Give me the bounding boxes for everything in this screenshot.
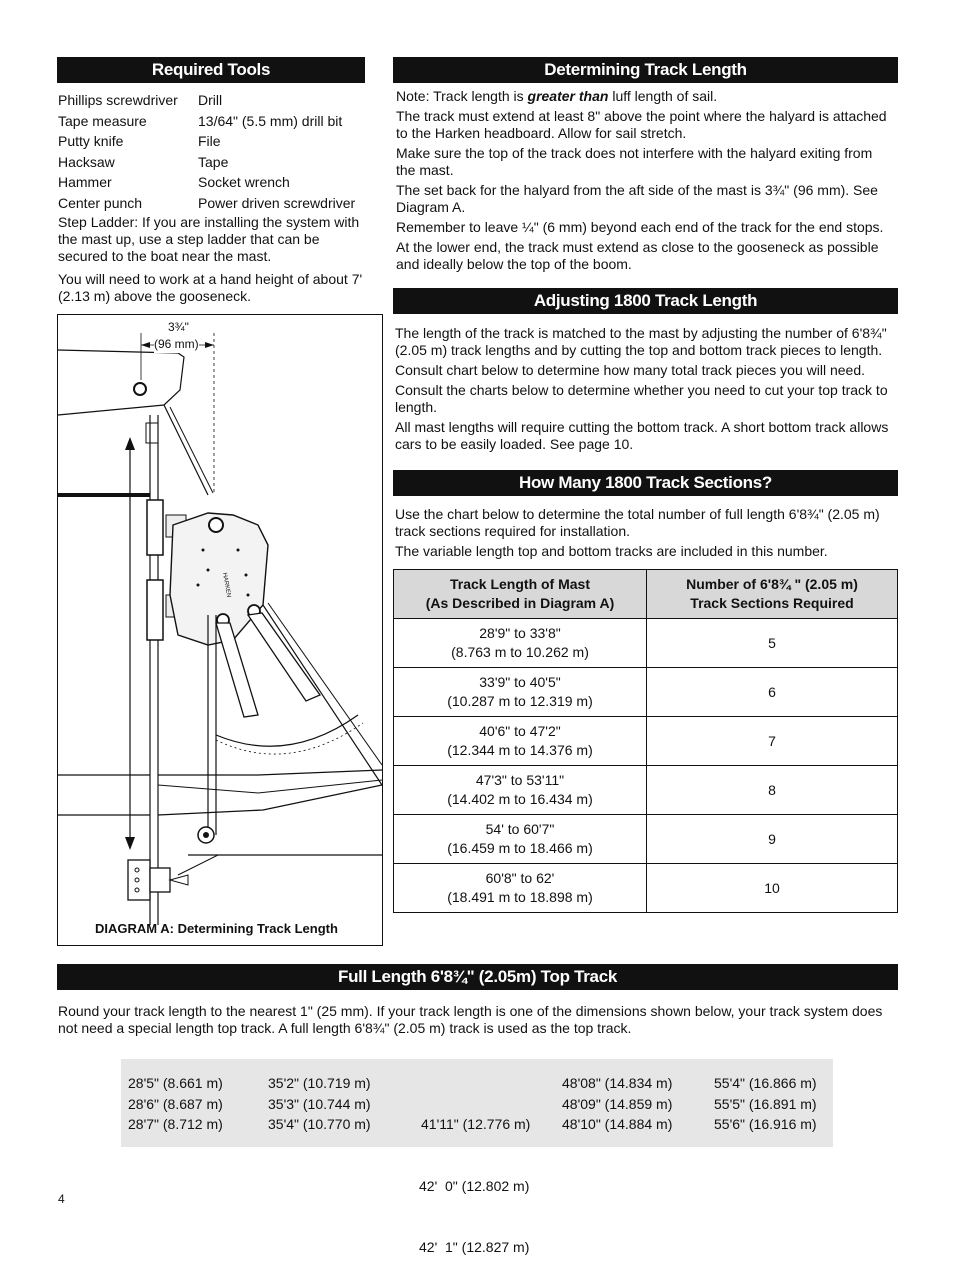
dimension-column-2 [268, 1073, 371, 1135]
mast-length-cell [394, 668, 647, 717]
dimension-value: 55'5" (16.891 m) [714, 1095, 817, 1112]
dimension-value: 42' 1" (12.827 m) [419, 1239, 530, 1255]
length-metric: (18.491 m to 18.898 m) [447, 889, 593, 905]
header-col2-line1: Number of 6'8¾ " (2.05 m) [686, 576, 858, 592]
dimension-value: 48'09" (14.859 m) [562, 1095, 673, 1112]
tool-row [58, 90, 355, 111]
mast-length-cell [394, 766, 647, 815]
section-count-cell: 6 [647, 668, 898, 717]
dimension-value: 35'3" (10.744 m) [268, 1095, 371, 1112]
dimension-value: 42' 0" (12.802 m) [419, 1177, 530, 1194]
length-imperial: 60'8" to 62' [485, 870, 555, 886]
dimension-value: 28'5" (8.661 m) [128, 1075, 223, 1091]
mast-length-cell [394, 864, 647, 913]
diagram-dim-metric: (96 mm) [154, 337, 199, 351]
length-imperial: 47'3" to 53'11" [475, 772, 565, 788]
step-ladder-paragraph: Step Ladder: If you are installing the system with the mast up, use a step ladder that can be secured to the boat near the mast. [58, 214, 360, 264]
length-metric: (14.402 m to 16.434 m) [447, 791, 593, 807]
mast-length-cell [394, 717, 647, 766]
tool-name: Phillips screwdriver [58, 92, 178, 108]
svg-text:HARKEN: HARKEN [221, 572, 232, 598]
tool-name: Power driven screwdriver [198, 194, 356, 211]
section-count-cell: 10 [647, 864, 898, 913]
sections-p2: The variable length top and bottom tracks are included in this number. [395, 543, 828, 559]
diagram-a-illustration [58, 315, 382, 945]
dimension-value: 48'08" (14.834 m) [562, 1075, 673, 1091]
section-count-cell: 8 [647, 766, 898, 815]
note-suffix: luff length of sail. [608, 88, 718, 104]
table-row [394, 766, 898, 815]
work-height-paragraph: You will need to work at a hand height of about 7' (2.13 m) above the gooseneck. [58, 271, 363, 304]
tool-name: Center punch [58, 194, 143, 211]
dimension-value: 55'4" (16.866 m) [714, 1075, 817, 1091]
sections-text [395, 506, 895, 563]
section-count-cell: 5 [647, 619, 898, 668]
tool-name: Putty knife [58, 133, 124, 149]
diagram-a [57, 314, 383, 946]
header-col1-line1: Track Length of Mast [449, 576, 591, 592]
table-header-row [394, 570, 898, 619]
note-emphasis: greater than [527, 88, 609, 104]
step-ladder-text [58, 214, 368, 308]
section-count-cell: 9 [647, 815, 898, 864]
length-metric: (16.459 m to 18.466 m) [447, 840, 593, 856]
length-imperial: 33'9" to 40'5" [479, 674, 561, 690]
determining-p1: The track must extend at least 8" above the point where the halyard is attached to the Harken headboard. Allow for sail stretch. [396, 108, 887, 141]
adjusting-p1: The length of the track is matched to the mast by adjusting the number of 6'8¾" (2.05 m) track lengths and by cutting the top and bottom track pieces to length. [395, 325, 887, 358]
full-length-text: Round your track length to the nearest 1" (25 mm). If your track length is one of the dimensions shown below, your track system does not need a special length top track. A full length 6'8¾" (2.05 m) track is used as the top track. [58, 1003, 883, 1036]
tool-name: Hammer [58, 174, 112, 190]
required-tools-heading: Required Tools [57, 57, 365, 83]
table-row [394, 668, 898, 717]
table-row [394, 717, 898, 766]
note-paragraph [396, 88, 894, 105]
dimension-value: 28'7" (8.712 m) [128, 1116, 223, 1132]
tool-name: Hacksaw [58, 153, 115, 170]
table-row [394, 619, 898, 668]
mast-length-cell [394, 815, 647, 864]
dimension-value: 48'10" (14.884 m) [562, 1116, 673, 1132]
length-metric: (12.344 m to 14.376 m) [447, 742, 593, 758]
dimension-column-1 [128, 1073, 223, 1135]
determining-p3: The set back for the halyard from the aft side of the mast is 3¾" (96 mm). See Diagram A. [396, 182, 878, 215]
dimension-column-4 [562, 1073, 672, 1135]
determining-p5: At the lower end, the track must extend as close to the gooseneck as possible and ideally below the top of the boom. [396, 239, 879, 272]
dimension-value: 35'2" (10.719 m) [268, 1075, 371, 1091]
diagram-dim-imperial: 3¾" [168, 320, 189, 334]
table-header-mast-length [394, 570, 647, 619]
tool-row [58, 131, 355, 152]
sections-p1: Use the chart below to determine the total number of full length 6'8¾" (2.05 m) track sections required for installation. [395, 506, 880, 539]
dimension-value: 41'11" (12.776 m) [421, 1116, 531, 1132]
header-col1-line2: (As Described in Diagram A) [425, 595, 615, 611]
dimension-column-5 [714, 1073, 817, 1135]
adjusting-heading: Adjusting 1800 Track Length [393, 288, 898, 314]
length-imperial: 28'9" to 33'8" [479, 625, 561, 641]
table-row [394, 815, 898, 864]
tool-name: Drill [198, 92, 223, 108]
adjusting-text [395, 325, 893, 456]
page-number: 4 [58, 1192, 65, 1206]
tool-name: 13/64" (5.5 mm) drill bit [198, 112, 343, 129]
dimension-value: 55'6" (16.916 m) [714, 1116, 817, 1132]
length-imperial: 54' to 60'7" [485, 821, 555, 837]
sections-heading: How Many 1800 Track Sections? [393, 470, 898, 496]
determining-text [396, 88, 894, 276]
determining-heading: Determining Track Length [393, 57, 898, 83]
tool-row [58, 172, 355, 193]
mast-length-cell [394, 619, 647, 668]
section-count-cell: 7 [647, 717, 898, 766]
tools-list [58, 90, 355, 213]
table-header-sections-required [647, 570, 898, 619]
tool-row [58, 193, 355, 214]
sections-table [393, 569, 898, 913]
length-metric: (10.287 m to 12.319 m) [447, 693, 593, 709]
table-row [394, 864, 898, 913]
full-length-heading: Full Length 6'8¾" (2.05m) Top Track [57, 964, 898, 990]
dimension-value: 28'6" (8.687 m) [128, 1095, 223, 1112]
determining-p4: Remember to leave ¼" (6 mm) beyond each end of the track for the end stops. [396, 219, 884, 235]
tool-row [58, 111, 355, 132]
tool-name: File [198, 133, 221, 149]
length-imperial: 40'6" to 47'2" [479, 723, 561, 739]
dimension-column-3 [419, 1073, 530, 1278]
length-metric: (8.763 m to 10.262 m) [451, 644, 589, 660]
tool-name: Tape [198, 153, 229, 170]
diagram-caption: DIAGRAM A: Determining Track Length [95, 921, 338, 936]
note-prefix: Note: Track length is [396, 88, 528, 104]
adjusting-p3: Consult the charts below to determine whether you need to cut your top track to length. [395, 382, 888, 415]
adjusting-p4: All mast lengths will require cutting the bottom track. A short bottom track allows cars to be easily loaded. See page 10. [395, 419, 889, 452]
determining-p2: Make sure the top of the track does not interfere with the halyard exiting from the mast. [396, 145, 873, 178]
tool-row [58, 152, 355, 173]
header-col2-line2: Track Sections Required [690, 595, 854, 611]
dimension-value: 35'4" (10.770 m) [268, 1116, 371, 1132]
tool-name: Socket wrench [198, 174, 290, 190]
tool-name: Tape measure [58, 112, 147, 129]
adjusting-p2: Consult chart below to determine how many total track pieces you will need. [395, 362, 866, 378]
